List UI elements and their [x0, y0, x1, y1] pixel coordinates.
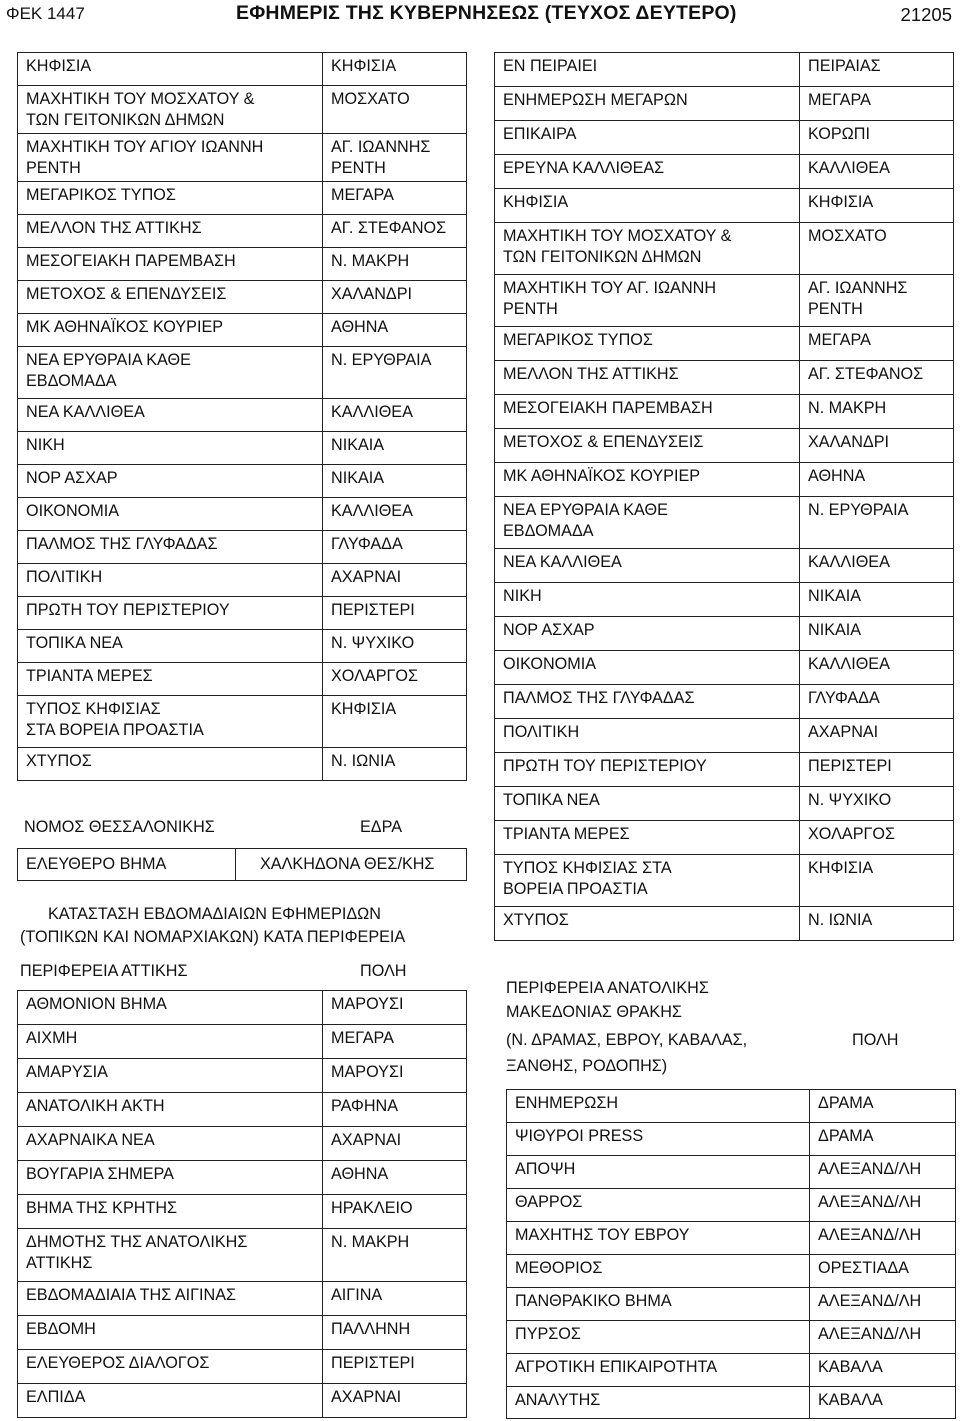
- newspaper-name-cell: ΜΚ ΑΘΗΝΑΪΚΟΣ ΚΟΥΡΙΕΡ: [18, 314, 323, 347]
- city-header: ΠΟΛΗ: [360, 962, 407, 980]
- newspaper-name-cell: ΠΑΝΘΡΑΚΙΚΟ ΒΗΜΑ: [507, 1288, 810, 1321]
- city-cell: ΚΑΛΛΙΘΕΑ: [323, 399, 467, 432]
- city-cell: ΑΛΕΞΑΝΔ/ΛΗ: [810, 1321, 956, 1354]
- newspaper-name-cell: ΒΟΥΓΑΡΙΑ ΣΗΜΕΡΑ: [18, 1161, 323, 1195]
- newspaper-name-cell: ΤΟΠΙΚΑ ΝΕΑ: [495, 787, 800, 821]
- table-row: [18, 1093, 467, 1127]
- table-row: [495, 463, 954, 497]
- newspaper-name-cell: ΜΑΧΗΤΗΣ ΤΟΥ ΕΒΡΟΥ: [507, 1222, 810, 1255]
- table-row: [507, 1123, 956, 1156]
- east-region-line-1: ΠΕΡΙΦΕΡΕΙΑ ΑΝΑΤΟΛΙΚΗΣ: [506, 979, 709, 997]
- city-cell: Ν. ΙΩΝΙΑ: [800, 907, 954, 941]
- table-row: [18, 465, 467, 498]
- table-row: [495, 155, 954, 189]
- table-row: [507, 1354, 956, 1387]
- thessaloniki-name-cell: [17, 848, 236, 881]
- city-cell: ΠΑΛΛΗΝΗ: [323, 1316, 467, 1350]
- city-cell: Ν. ΨΥΧΙΚΟ: [800, 787, 954, 821]
- newspaper-name-cell: ΠΟΛΙΤΙΚΗ: [18, 564, 323, 597]
- newspaper-name-cell: ΕΝΗΜΕΡΩΣΗ: [507, 1090, 810, 1123]
- city-cell: ΑΓ. ΣΤΕΦΑΝΟΣ: [323, 215, 467, 248]
- table-row: [495, 549, 954, 583]
- table-row: [507, 1189, 956, 1222]
- thessaloniki-label: ΝΟΜΟΣ ΘΕΣΣΑΛΟΝΙΚΗΣ: [24, 818, 215, 836]
- table-row: [495, 275, 954, 327]
- thessaloniki-city: ΧΑΛΚΗΔΟΝΑ ΘΕΣ/ΚΗΣ: [260, 855, 435, 873]
- newspaper-name-cell: ΨΙΘΥΡΟΙ PRESS: [507, 1123, 810, 1156]
- table-row: [495, 361, 954, 395]
- newspaper-name-cell: ΧΤΥΠΟΣ: [18, 748, 323, 781]
- city-cell: ΑΧΑΡΝΑΙ: [323, 1127, 467, 1161]
- table-row: [18, 1229, 467, 1282]
- east-region-line-4: ΞΑΝΘΗΣ, ΡΟΔΟΠΗΣ): [506, 1057, 668, 1075]
- newspaper-name-cell: ΤΡΙΑΝΤΑ ΜΕΡΕΣ: [18, 663, 323, 696]
- newspaper-name-cell: ΑΧΑΡΝΑΙΚΑ ΝΕΑ: [18, 1127, 323, 1161]
- table-row: [18, 314, 467, 347]
- newspaper-name-cell: ΠΟΛΙΤΙΚΗ: [495, 719, 800, 753]
- seat-label: ΕΔΡΑ: [360, 818, 403, 836]
- city-cell: ΚΗΦΙΣΙΑ: [800, 855, 954, 907]
- table-row: [18, 53, 467, 86]
- page-header: [0, 0, 960, 30]
- table-row: [18, 1282, 467, 1316]
- newspaper-name-cell: ΕΠΙΚΑΙΡΑ: [495, 121, 800, 155]
- city-cell: ΚΗΦΙΣΙΑ: [323, 53, 467, 86]
- newspaper-name-cell: ΜΑΧΗΤΙΚΗ ΤΟΥ ΑΓΙΟΥ ΙΩΑΝΝΗ ΡΕΝΤΗ: [18, 134, 323, 182]
- table-row: [18, 597, 467, 630]
- city-cell: ΚΑΛΛΙΘΕΑ: [800, 549, 954, 583]
- city-cell: ΠΕΙΡΑΙΑΣ: [800, 53, 954, 87]
- east-city-header: ΠΟΛΗ: [852, 1031, 899, 1049]
- city-cell: ΜΟΣΧΑΤΟ: [800, 223, 954, 275]
- city-cell: ΠΕΡΙΣΤΕΡΙ: [323, 1350, 467, 1384]
- newspaper-name-cell: ΟΙΚΟΝΟΜΙΑ: [18, 498, 323, 531]
- table-row: [18, 182, 467, 215]
- table-row: [18, 134, 467, 182]
- table-row: [495, 429, 954, 463]
- city-cell: ΧΟΛΑΡΓΟΣ: [323, 663, 467, 696]
- city-cell: ΝΙΚΑΙΑ: [323, 432, 467, 465]
- city-cell: ΓΛΥΦΑΔΑ: [800, 685, 954, 719]
- newspaper-name-cell: ΜΑΧΗΤΙΚΗ ΤΟΥ ΜΟΣΧΑΤΟΥ & ΤΩΝ ΓΕΙΤΟΝΙΚΩΝ ΔΗΜΩΝ: [18, 86, 323, 134]
- newspaper-name-cell: ΑΠΟΨΗ: [507, 1156, 810, 1189]
- newspaper-name-cell: ΕΝ ΠΕΙΡΑΙΕΙ: [495, 53, 800, 87]
- table-row: [495, 395, 954, 429]
- city-cell: ΜΕΓΑΡΑ: [800, 87, 954, 121]
- east-region-line-2: ΜΑΚΕΔΟΝΙΑΣ ΘΡΑΚΗΣ: [506, 1003, 682, 1021]
- city-cell: ΑΛΕΞΑΝΔ/ΛΗ: [810, 1222, 956, 1255]
- table-row: [18, 531, 467, 564]
- newspaper-name-cell: ΕΛΕΥΘΕΡΟΣ ΔΙΑΛΟΓΟΣ: [18, 1350, 323, 1384]
- thessaloniki-name: ΕΛΕΥΘΕΡΟ ΒΗΜΑ: [26, 855, 167, 873]
- city-cell: ΝΙΚΑΙΑ: [800, 583, 954, 617]
- newspaper-name-cell: ΔΗΜΟΤΗΣ ΤΗΣ ΑΝΑΤΟΛΙΚΗΣ ΑΤΤΙΚΗΣ: [18, 1229, 323, 1282]
- city-cell: Ν. ΕΡΥΘΡΑΙΑ: [323, 347, 467, 399]
- city-cell: ΧΑΛΑΝΔΡΙ: [323, 281, 467, 314]
- city-cell: ΚΑΛΛΙΘΕΑ: [800, 651, 954, 685]
- city-cell: ΜΑΡΟΥΣΙ: [323, 991, 467, 1025]
- newspaper-name-cell: ΝΙΚΗ: [495, 583, 800, 617]
- table-row: [495, 651, 954, 685]
- newspaper-name-cell: ΤΥΠΟΣ ΚΗΦΙΣΙΑΣ ΣΤΑ ΒΟΡΕΙΑ ΠΡΟΑΣΤΙΑ: [495, 855, 800, 907]
- table-row: [495, 223, 954, 275]
- newspaper-name-cell: ΜΕΤΟΧΟΣ & ΕΠΕΝΔΥΣΕΙΣ: [495, 429, 800, 463]
- table-row: [18, 1350, 467, 1384]
- city-cell: Ν. ΜΑΚΡΗ: [323, 248, 467, 281]
- table-row: [18, 663, 467, 696]
- table-row: [495, 497, 954, 549]
- table-row: [495, 189, 954, 223]
- table-row: [18, 215, 467, 248]
- table-row: [18, 991, 467, 1025]
- city-cell: ΑΓ. ΣΤΕΦΑΝΟΣ: [800, 361, 954, 395]
- table-row: [18, 1316, 467, 1350]
- left-newspaper-table: [17, 52, 467, 781]
- table-row: [495, 907, 954, 941]
- city-cell: ΧΟΛΑΡΓΟΣ: [800, 821, 954, 855]
- table-row: [495, 87, 954, 121]
- city-cell: ΟΡΕΣΤΙΑΔΑ: [810, 1255, 956, 1288]
- table-row: [18, 347, 467, 399]
- newspaper-name-cell: ΠΡΩΤΗ ΤΟΥ ΠΕΡΙΣΤΕΡΙΟΥ: [18, 597, 323, 630]
- city-cell: ΜΕΓΑΡΑ: [323, 1025, 467, 1059]
- city-cell: Ν. ΕΡΥΘΡΑΙΑ: [800, 497, 954, 549]
- table-row: [18, 564, 467, 597]
- city-cell: ΚΟΡΩΠΙ: [800, 121, 954, 155]
- newspaper-name-cell: ΕΒΔΟΜΑΔΙΑΙΑ ΤΗΣ ΑΙΓΙΝΑΣ: [18, 1282, 323, 1316]
- table-row: [495, 327, 954, 361]
- newspaper-name-cell: ΝΙΚΗ: [18, 432, 323, 465]
- city-cell: ΝΙΚΑΙΑ: [323, 465, 467, 498]
- table-row: [18, 748, 467, 781]
- table-row: [507, 1255, 956, 1288]
- city-cell: ΑΛΕΞΑΝΔ/ΛΗ: [810, 1189, 956, 1222]
- newspaper-name-cell: ΑΝΑΛΥΤΗΣ: [507, 1387, 810, 1419]
- newspaper-name-cell: ΝΕΑ ΚΑΛΛΙΘΕΑ: [495, 549, 800, 583]
- table-row: [495, 787, 954, 821]
- city-cell: ΑΘΗΝΑ: [800, 463, 954, 497]
- newspaper-name-cell: ΧΤΥΠΟΣ: [495, 907, 800, 941]
- city-cell: ΚΗΦΙΣΙΑ: [800, 189, 954, 223]
- table-row: [18, 1059, 467, 1093]
- newspaper-name-cell: ΠΑΛΜΟΣ ΤΗΣ ΓΛΥΦΑΔΑΣ: [18, 531, 323, 564]
- city-cell: ΚΑΒΑΛΑ: [810, 1387, 956, 1419]
- city-cell: ΑΓ. ΙΩΑΝΝΗΣ ΡΕΝΤΗ: [800, 275, 954, 327]
- east-newspaper-table: [506, 1089, 956, 1419]
- thessaloniki-city-cell: [235, 848, 467, 881]
- city-cell: Ν. ΨΥΧΙΚΟ: [323, 630, 467, 663]
- table-row: [495, 719, 954, 753]
- newspaper-name-cell: ΕΝΗΜΕΡΩΣΗ ΜΕΓΑΡΩΝ: [495, 87, 800, 121]
- city-cell: ΠΕΡΙΣΤΕΡΙ: [323, 597, 467, 630]
- table-row: [18, 248, 467, 281]
- newspaper-name-cell: ΝΕΑ ΕΡΥΘΡΑΙΑ ΚΑΘΕ ΕΒΔΟΜΑΔΑ: [18, 347, 323, 399]
- newspaper-name-cell: ΜΕΛΛΟΝ ΤΗΣ ΑΤΤΙΚΗΣ: [495, 361, 800, 395]
- newspaper-name-cell: ΠΑΛΜΟΣ ΤΗΣ ΓΛΥΦΑΔΑΣ: [495, 685, 800, 719]
- weekly-section-title-2: (ΤΟΠΙΚΩΝ ΚΑΙ ΝΟΜΑΡΧΙΑΚΩΝ) ΚΑΤΑ ΠΕΡΙΦΕΡΕΙΑ: [20, 928, 406, 946]
- table-row: [18, 281, 467, 314]
- newspaper-name-cell: ΠΥΡΣΟΣ: [507, 1321, 810, 1354]
- table-row: [495, 753, 954, 787]
- city-cell: ΑΧΑΡΝΑΙ: [323, 564, 467, 597]
- newspaper-name-cell: ΑΜΑΡΥΣΙΑ: [18, 1059, 323, 1093]
- city-cell: ΗΡΑΚΛΕΙΟ: [323, 1195, 467, 1229]
- city-cell: Ν. ΙΩΝΙΑ: [323, 748, 467, 781]
- newspaper-name-cell: ΚΗΦΙΣΙΑ: [18, 53, 323, 86]
- newspaper-name-cell: ΚΗΦΙΣΙΑ: [495, 189, 800, 223]
- city-cell: ΚΑΒΑΛΑ: [810, 1354, 956, 1387]
- newspaper-name-cell: ΤΡΙΑΝΤΑ ΜΕΡΕΣ: [495, 821, 800, 855]
- table-row: [507, 1321, 956, 1354]
- newspaper-name-cell: ΝΕΑ ΕΡΥΘΡΑΙΑ ΚΑΘΕ ΕΒΔΟΜΑΔΑ: [495, 497, 800, 549]
- right-newspaper-table: [494, 52, 954, 941]
- table-row: [18, 630, 467, 663]
- city-cell: ΝΙΚΑΙΑ: [800, 617, 954, 651]
- city-cell: ΑΧΑΡΝΑΙ: [800, 719, 954, 753]
- city-cell: ΓΛΥΦΑΔΑ: [323, 531, 467, 564]
- city-cell: ΑΓ. ΙΩΑΝΝΗΣ ΡΕΝΤΗ: [323, 134, 467, 182]
- table-row: [18, 498, 467, 531]
- page-number: 21205: [900, 4, 952, 25]
- newspaper-name-cell: ΝΟΡ ΑΣΧΑΡ: [18, 465, 323, 498]
- city-cell: ΜΟΣΧΑΤΟ: [323, 86, 467, 134]
- city-cell: ΔΡΑΜΑ: [810, 1123, 956, 1156]
- table-row: [507, 1156, 956, 1189]
- table-row: [507, 1387, 956, 1419]
- newspaper-name-cell: ΕΛΠΙΔΑ: [18, 1384, 323, 1418]
- table-row: [495, 617, 954, 651]
- city-cell: ΚΑΛΛΙΘΕΑ: [800, 155, 954, 189]
- newspaper-name-cell: ΜΑΧΗΤΙΚΗ ΤΟΥ ΜΟΣΧΑΤΟΥ & ΤΩΝ ΓΕΙΤΟΝΙΚΩΝ ΔΗΜΩΝ: [495, 223, 800, 275]
- newspaper-name-cell: ΜΕΣΟΓΕΙΑΚΗ ΠΑΡΕΜΒΑΣΗ: [18, 248, 323, 281]
- city-cell: ΧΑΛΑΝΔΡΙ: [800, 429, 954, 463]
- newspaper-name-cell: ΜΚ ΑΘΗΝΑΪΚΟΣ ΚΟΥΡΙΕΡ: [495, 463, 800, 497]
- weekly-section-title-1: ΚΑΤΑΣΤΑΣΗ ΕΒΔΟΜΑΔΙΑΙΩΝ ΕΦΗΜΕΡΙΔΩΝ: [48, 905, 381, 923]
- table-row: [18, 696, 467, 748]
- newspaper-name-cell: ΜΕΓΑΡΙΚΟΣ ΤΥΠΟΣ: [18, 182, 323, 215]
- city-cell: ΑΧΑΡΝΑΙ: [323, 1384, 467, 1418]
- newspaper-name-cell: ΝΟΡ ΑΣΧΑΡ: [495, 617, 800, 651]
- table-row: [507, 1222, 956, 1255]
- table-row: [18, 1195, 467, 1229]
- city-cell: ΚΑΛΛΙΘΕΑ: [323, 498, 467, 531]
- city-cell: Ν. ΜΑΚΡΗ: [800, 395, 954, 429]
- table-row: [18, 1161, 467, 1195]
- newspaper-name-cell: ΜΕΤΟΧΟΣ & ΕΠΕΝΔΥΣΕΙΣ: [18, 281, 323, 314]
- city-cell: ΑΘΗΝΑ: [323, 314, 467, 347]
- city-cell: ΑΘΗΝΑ: [323, 1161, 467, 1195]
- city-cell: ΑΛΕΞΑΝΔ/ΛΗ: [810, 1156, 956, 1189]
- newspaper-name-cell: ΜΕΛΛΟΝ ΤΗΣ ΑΤΤΙΚΗΣ: [18, 215, 323, 248]
- east-region-line-3: (Ν. ΔΡΑΜΑΣ, ΕΒΡΟΥ, ΚΑΒΑΛΑΣ,: [506, 1031, 748, 1049]
- table-row: [507, 1288, 956, 1321]
- city-cell: ΜΕΓΑΡΑ: [323, 182, 467, 215]
- newspaper-name-cell: ΑΙΧΜΗ: [18, 1025, 323, 1059]
- newspaper-name-cell: ΟΙΚΟΝΟΜΙΑ: [495, 651, 800, 685]
- table-row: [18, 1025, 467, 1059]
- newspaper-name-cell: ΘΑΡΡΟΣ: [507, 1189, 810, 1222]
- issue-number: ΦΕΚ 1447: [6, 4, 85, 23]
- newspaper-name-cell: ΑΝΑΤΟΛΙΚΗ ΑΚΤΗ: [18, 1093, 323, 1127]
- newspaper-name-cell: ΠΡΩΤΗ ΤΟΥ ΠΕΡΙΣΤΕΡΙΟΥ: [495, 753, 800, 787]
- table-row: [18, 1384, 467, 1418]
- table-row: [18, 432, 467, 465]
- newspaper-name-cell: ΑΘΜΟΝΙΟΝ ΒΗΜΑ: [18, 991, 323, 1025]
- city-cell: ΔΡΑΜΑ: [810, 1090, 956, 1123]
- newspaper-name-cell: ΑΓΡΟΤΙΚΗ ΕΠΙΚΑΙΡΟΤΗΤΑ: [507, 1354, 810, 1387]
- table-row: [495, 855, 954, 907]
- table-row: [18, 1127, 467, 1161]
- city-cell: ΜΑΡΟΥΣΙ: [323, 1059, 467, 1093]
- newspaper-name-cell: ΜΑΧΗΤΙΚΗ ΤΟΥ ΑΓ. ΙΩΑΝΝΗ ΡΕΝΤΗ: [495, 275, 800, 327]
- newspaper-name-cell: ΜΕΘΟΡΙΟΣ: [507, 1255, 810, 1288]
- city-cell: ΠΕΡΙΣΤΕΡΙ: [800, 753, 954, 787]
- newspaper-name-cell: ΝΕΑ ΚΑΛΛΙΘΕΑ: [18, 399, 323, 432]
- city-cell: Ν. ΜΑΚΡΗ: [323, 1229, 467, 1282]
- newspaper-name-cell: ΕΡΕΥΝΑ ΚΑΛΛΙΘΕΑΣ: [495, 155, 800, 189]
- newspaper-name-cell: ΕΒΔΟΜΗ: [18, 1316, 323, 1350]
- table-row: [495, 121, 954, 155]
- table-row: [18, 399, 467, 432]
- table-row: [18, 86, 467, 134]
- attica-region-label: ΠΕΡΙΦΕΡΕΙΑ ΑΤΤΙΚΗΣ: [20, 962, 188, 980]
- city-cell: ΜΕΓΑΡΑ: [800, 327, 954, 361]
- city-cell: ΡΑΦΗΝΑ: [323, 1093, 467, 1127]
- newspaper-name-cell: ΤΥΠΟΣ ΚΗΦΙΣΙΑΣ ΣΤΑ ΒΟΡΕΙΑ ΠΡΟΑΣΤΙΑ: [18, 696, 323, 748]
- newspaper-name-cell: ΤΟΠΙΚΑ ΝΕΑ: [18, 630, 323, 663]
- table-row: [495, 53, 954, 87]
- city-cell: ΑΛΕΞΑΝΔ/ΛΗ: [810, 1288, 956, 1321]
- newspaper-name-cell: ΒΗΜΑ ΤΗΣ ΚΡΗΤΗΣ: [18, 1195, 323, 1229]
- gazette-title: ΕΦΗΜΕΡΙΣ ΤΗΣ ΚΥΒΕΡΝΗΣΕΩΣ (ΤΕΥΧΟΣ ΔΕΥΤΕΡΟ): [236, 2, 737, 24]
- table-row: [495, 685, 954, 719]
- table-row: [495, 821, 954, 855]
- city-cell: ΑΙΓΙΝΑ: [323, 1282, 467, 1316]
- weekly-newspaper-table: [17, 990, 467, 1418]
- city-cell: ΚΗΦΙΣΙΑ: [323, 696, 467, 748]
- newspaper-name-cell: ΜΕΓΑΡΙΚΟΣ ΤΥΠΟΣ: [495, 327, 800, 361]
- newspaper-name-cell: ΜΕΣΟΓΕΙΑΚΗ ΠΑΡΕΜΒΑΣΗ: [495, 395, 800, 429]
- table-row: [507, 1090, 956, 1123]
- table-row: [495, 583, 954, 617]
